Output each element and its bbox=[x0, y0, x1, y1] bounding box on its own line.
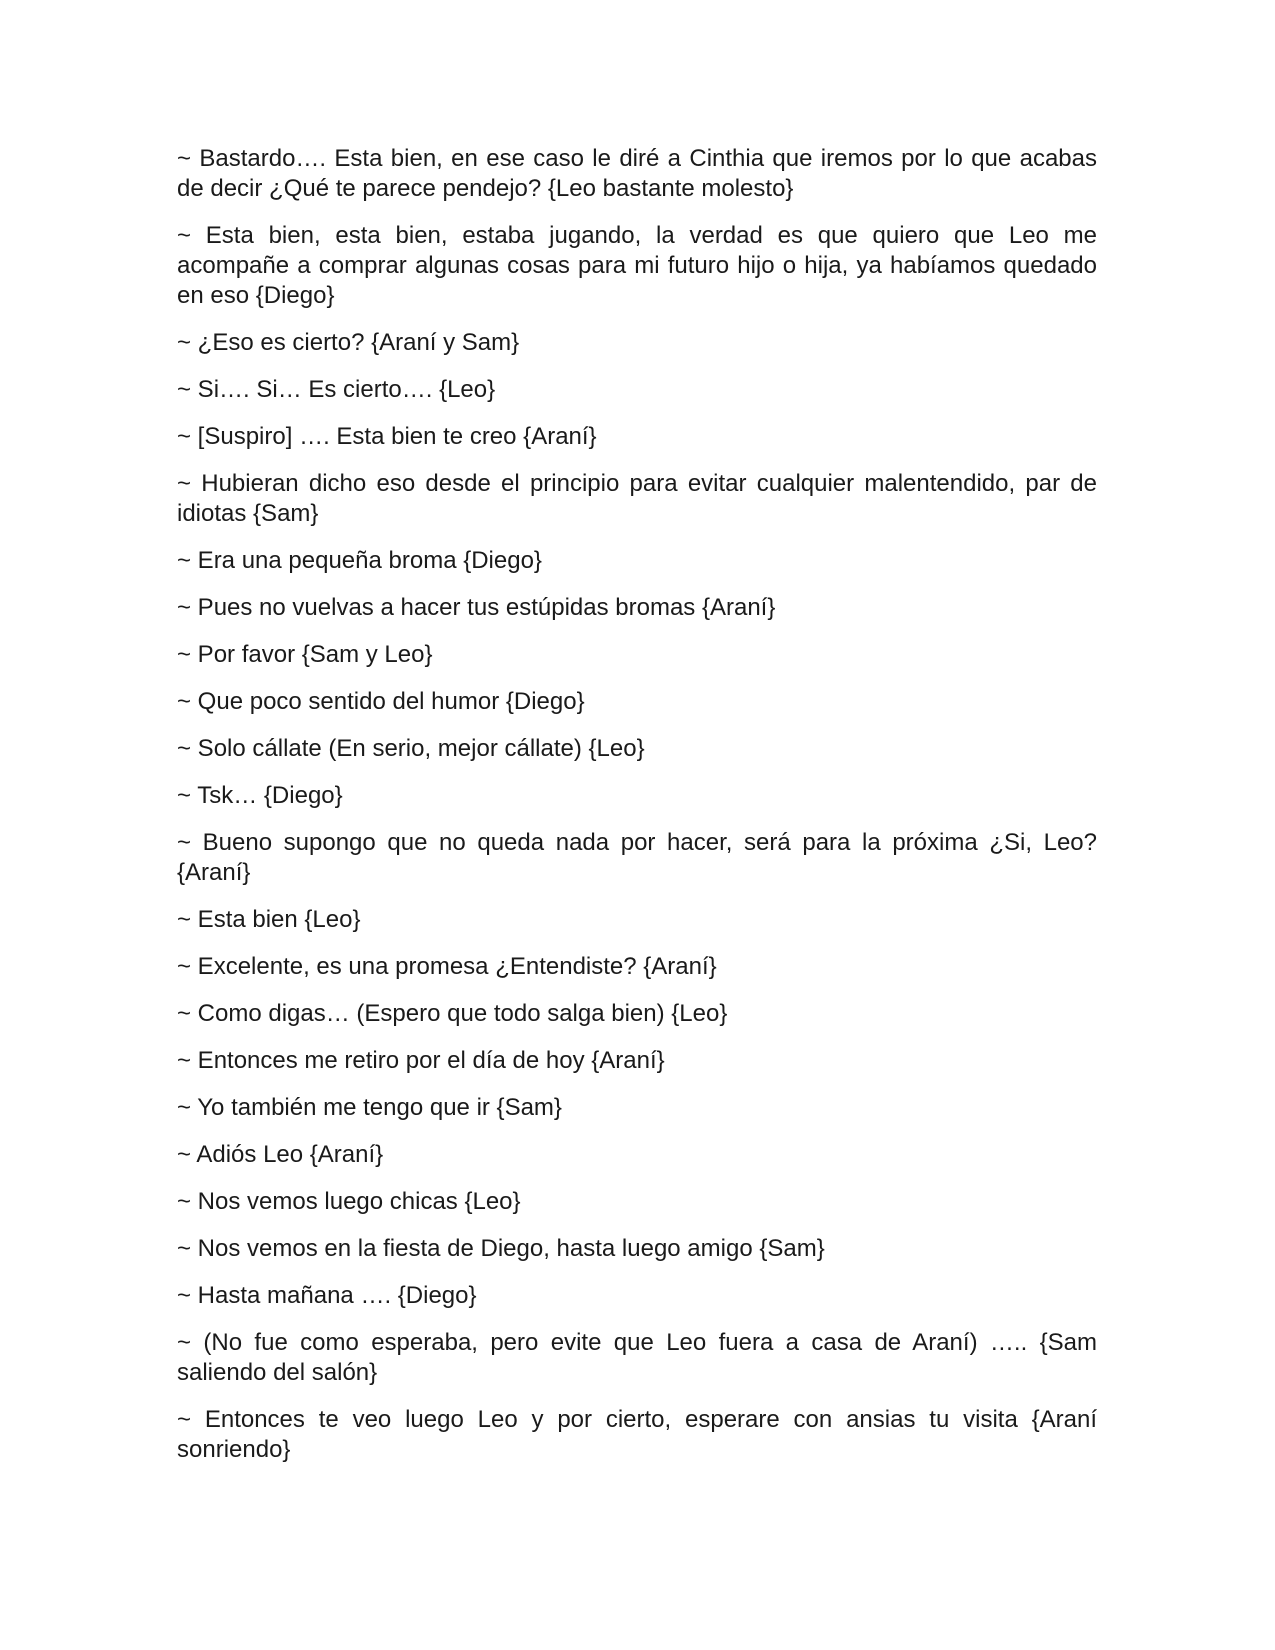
dialogue-line: ~ Esta bien {Leo} bbox=[177, 906, 361, 933]
dialogue-line: ~ Nos vemos en la fiesta de Diego, hasta luego amigo {Sam} bbox=[177, 1235, 825, 1262]
dialogue-line: ~ Como digas… (Espero que todo salga bien) {Leo} bbox=[177, 1000, 728, 1027]
dialogue-line: ~ Por favor {Sam y Leo} bbox=[177, 641, 433, 668]
dialogue-line: ~ Yo también me tengo que ir {Sam} bbox=[177, 1094, 562, 1121]
dialogue-line: ~ Tsk… {Diego} bbox=[177, 782, 343, 809]
dialogue-line: ~ Excelente, es una promesa ¿Entendiste? {Araní} bbox=[177, 953, 717, 980]
dialogue-line: ~ ¿Eso es cierto? {Araní y Sam} bbox=[177, 329, 520, 356]
dialogue-line: ~ Solo cállate (En serio, mejor cállate) {Leo} bbox=[177, 735, 645, 762]
dialogue-line: ~ [Suspiro] …. Esta bien te creo {Araní} bbox=[177, 423, 597, 450]
dialogue-line: ~ Pues no vuelvas a hacer tus estúpidas bromas {Araní} bbox=[177, 594, 776, 621]
dialogue-line: ~ Esta bien, esta bien, estaba jugando, la verdad es que quiero que Leo me acompañe a comprar algunas cosas para mi futuro hijo o hija, ya habíamos quedado en eso {Diego} bbox=[177, 222, 1097, 309]
dialogue-line: ~ Nos vemos luego chicas {Leo} bbox=[177, 1188, 521, 1215]
dialogue-line: ~ Adiós Leo {Araní} bbox=[177, 1141, 384, 1168]
dialogue-line: ~ Era una pequeña broma {Diego} bbox=[177, 547, 542, 574]
dialogue-line: ~ Que poco sentido del humor {Diego} bbox=[177, 688, 585, 715]
dialogue-line: ~ Entonces me retiro por el día de hoy {Araní} bbox=[177, 1047, 665, 1074]
dialogue-line: ~ Hasta mañana …. {Diego} bbox=[177, 1282, 477, 1309]
dialogue-line: ~ Bueno supongo que no queda nada por hacer, será para la próxima ¿Si, Leo? {Araní} bbox=[177, 829, 1097, 886]
dialogue-line: ~ Hubieran dicho eso desde el principio para evitar cualquier malentendido, par de idiotas {Sam} bbox=[177, 470, 1097, 527]
dialogue-line: ~ Entonces te veo luego Leo y por cierto, esperare con ansias tu visita {Araní sonriendo} bbox=[177, 1406, 1097, 1463]
dialogue-line: ~ (No fue como esperaba, pero evite que Leo fuera a casa de Araní) ….. {Sam saliendo del salón} bbox=[177, 1329, 1097, 1386]
dialogue-line: ~ Bastardo…. Esta bien, en ese caso le diré a Cinthia que iremos por lo que acabas de decir ¿Qué te parece pendejo? {Leo bastante molesto} bbox=[177, 145, 1097, 202]
dialogue-line: ~ Si…. Si… Es cierto…. {Leo} bbox=[177, 376, 496, 403]
document-body bbox=[177, 144, 1097, 1482]
